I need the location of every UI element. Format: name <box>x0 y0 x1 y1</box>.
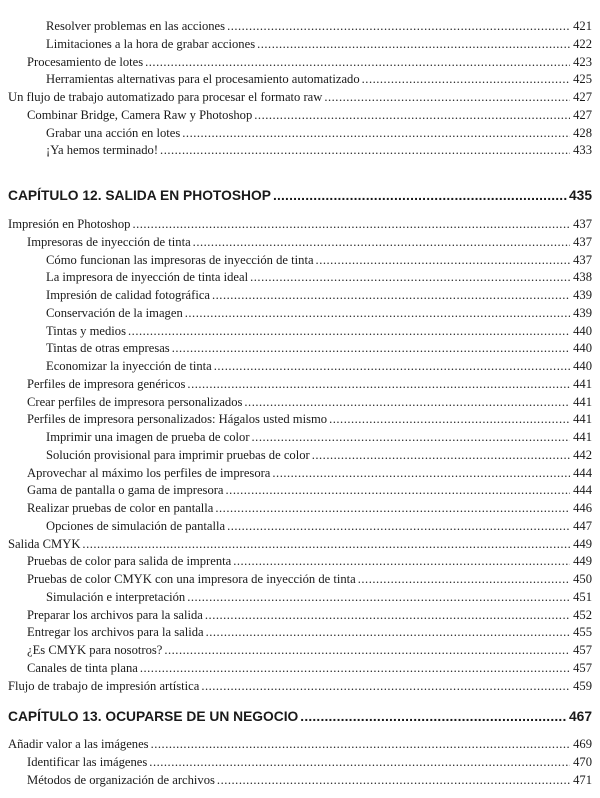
toc-entry-title: Métodos de organización de archivos <box>27 772 215 787</box>
toc-entry-title: Preparar los archivos para la salida <box>27 607 203 622</box>
toc-entry-page-number: 441 <box>573 430 592 444</box>
toc-entry-title: Crear perfiles de impresora personalizados <box>27 394 243 409</box>
toc-entry-title: Cómo funcionan las impresoras de inyección de tinta <box>46 252 314 267</box>
dot-leader <box>257 35 570 53</box>
toc-entry-page-number: 440 <box>573 341 592 356</box>
dot-leader <box>193 233 570 251</box>
toc-entry-conservacion-de-la-imagen[interactable] <box>0 304 600 322</box>
toc-entry-gama-de-pantalla-o-gama-de-impresora[interactable] <box>0 481 600 499</box>
chapter-page-number: 435 <box>568 188 592 203</box>
dot-leader <box>140 659 570 677</box>
toc-entry-title: Salida CMYK <box>8 536 81 551</box>
toc-entry-tintas-y-medios[interactable] <box>0 322 600 340</box>
dot-leader <box>128 322 570 340</box>
toc-entry-title: Flujo de trabajo de impresión artística <box>8 678 200 693</box>
dot-leader <box>324 88 570 106</box>
dot-leader <box>151 735 570 753</box>
toc-entry-page-number: 450 <box>573 572 592 586</box>
toc-entry-title: Imprimir una imagen de prueba de color <box>46 430 250 444</box>
dot-leader <box>272 464 570 482</box>
toc-entry-page-number: 451 <box>573 589 592 604</box>
dot-leader <box>205 606 570 624</box>
toc-entry-page-number: 438 <box>573 270 592 285</box>
toc-entry-realizar-pruebas-de-color-en-pantalla[interactable] <box>0 499 600 517</box>
chapter-13-heading[interactable] <box>0 707 600 727</box>
dot-leader <box>212 286 570 304</box>
chapter-12-heading[interactable] <box>0 186 600 206</box>
toc-entry-title: Impresión de calidad fotográfica <box>46 288 210 302</box>
toc-entry-page-number: 440 <box>573 323 592 338</box>
toc-entry-title: Combinar Bridge, Camera Raw y Photoshop <box>27 107 253 122</box>
toc-entry-procesamiento-de-lotes[interactable] <box>0 53 600 71</box>
toc-entry-combinar-bridge-camera-raw-y-photoshop[interactable] <box>0 106 600 124</box>
chapter-page-number: 467 <box>568 709 592 724</box>
toc-entry-page-number: 446 <box>573 501 592 515</box>
chapter-heading: CAPÍTULO 12. SALIDA EN PHOTOSHOP <box>8 188 271 203</box>
toc-entry-page-number: 423 <box>573 54 592 69</box>
toc-entry-title: Conservación de la imagen <box>46 305 183 320</box>
toc-entry-impresion-de-calidad-fotografica[interactable] <box>0 286 600 304</box>
toc-entry-page-number: 437 <box>573 217 592 231</box>
toc-entry-title: Perfiles de impresora genéricos <box>27 376 186 391</box>
toc-entry-como-funcionan-las-impresoras-de-inyeccion-de-tinta[interactable] <box>0 251 600 269</box>
toc-entry-perfiles-de-impresora-genericos[interactable] <box>0 375 600 393</box>
toc-entry-solucion-provisional-para-imprimir-pruebas-de-color[interactable] <box>0 446 600 464</box>
dot-leader <box>254 106 570 124</box>
dot-leader <box>316 251 570 269</box>
toc-entry-page-number: 441 <box>573 412 592 427</box>
chapter-heading: CAPÍTULO 13. OCUPARSE DE UN NEGOCIO <box>8 709 299 724</box>
toc-entry-entregar-los-archivos-para-la-salida[interactable] <box>0 623 600 641</box>
dot-leader <box>252 428 570 446</box>
toc-entry-page-number: 421 <box>573 19 592 33</box>
toc-entry-un-flujo-de-trabajo-automatizado-para-procesar-el-formato-raw[interactable] <box>0 88 600 106</box>
toc-entry-aprovechar-al-maximo-los-perfiles-de-impresora[interactable] <box>0 464 600 482</box>
dot-leader <box>358 570 570 588</box>
toc-entry-title: Gama de pantalla o gama de impresora <box>27 483 224 498</box>
toc-entry-title: Opciones de simulación de pantalla <box>46 518 226 533</box>
toc-entry-title: Grabar una acción en lotes <box>46 125 181 140</box>
toc-entry-canales-de-tinta-plana[interactable] <box>0 659 600 677</box>
toc-entry-impresion-en-photoshop[interactable] <box>0 215 600 233</box>
toc-entry-page-number: 442 <box>573 447 592 462</box>
toc-entry-identificar-las-imagenes[interactable] <box>0 753 600 771</box>
toc-entry-es-cmyk-para-nosotros[interactable] <box>0 641 600 659</box>
toc-entry-page-number: 433 <box>573 143 592 158</box>
toc-entry-flujo-de-trabajo-de-impresion-artistica[interactable] <box>0 677 600 695</box>
dot-leader <box>217 771 570 789</box>
toc-entry-title: Pruebas de color para salida de imprenta <box>27 554 232 569</box>
toc-entry-page-number: 441 <box>573 376 592 391</box>
dot-leader <box>215 499 570 517</box>
toc-entry-pruebas-de-color-cmyk-con-una-impresora-de-inyeccion-de-tinta[interactable] <box>0 570 600 588</box>
dot-leader <box>300 707 567 727</box>
toc-entry-title: Pruebas de color CMYK con una impresora de inyección de tinta <box>27 572 356 586</box>
toc-entry-page-number: 444 <box>573 465 592 480</box>
toc-entry-title: Tintas y medios <box>46 323 127 338</box>
toc-entry-perfiles-de-impresora-personalizados-hagalos-usted-mismo[interactable] <box>0 410 600 428</box>
toc-entry-title: La impresora de inyección de tinta ideal <box>46 270 249 285</box>
toc-entry-limitaciones-a-la-hora-de-grabar-acciones[interactable] <box>0 35 600 53</box>
toc-entry-title: Resolver problemas en las acciones <box>46 19 226 33</box>
toc-entry-page-number: 427 <box>573 107 592 122</box>
dot-leader <box>187 588 570 606</box>
toc-entry-page-number: 459 <box>573 678 592 693</box>
toc-entry-title: Realizar pruebas de color en pantalla <box>27 501 214 515</box>
dot-leader <box>132 215 570 233</box>
toc-entry-page-number: 437 <box>573 252 592 267</box>
toc-entry-page-number: 440 <box>573 359 592 373</box>
dot-leader <box>164 641 570 659</box>
dot-leader <box>362 70 570 88</box>
dot-leader <box>172 339 570 357</box>
dot-leader <box>227 517 570 535</box>
dot-leader <box>227 17 570 35</box>
toc-entry-page-number: 457 <box>573 660 592 675</box>
toc-entry-preparar-los-archivos-para-la-salida[interactable] <box>0 606 600 624</box>
toc-entry-title: Limitaciones a la hora de grabar acciones <box>46 36 256 51</box>
dot-leader <box>273 186 567 206</box>
toc-entry-tintas-de-otras-empresas[interactable] <box>0 339 600 357</box>
dot-leader <box>201 677 570 695</box>
toc-entry-simulacion-e-interpretacion[interactable] <box>0 588 600 606</box>
toc-entry-title: Identificar las imágenes <box>27 754 148 769</box>
toc-entry-title: Aprovechar al máximo los perfiles de impresora <box>27 465 271 480</box>
toc-entry-metodos-de-organizacion-de-archivos[interactable] <box>0 771 600 789</box>
toc-entry-impresoras-de-inyeccion-de-tinta[interactable] <box>0 233 600 251</box>
dot-leader <box>145 53 570 71</box>
dot-leader <box>160 141 570 159</box>
toc-entry-page-number: 469 <box>573 737 592 751</box>
toc-entry-title: Economizar la inyección de tinta <box>46 359 212 373</box>
dot-leader <box>226 481 570 499</box>
toc-entry-pruebas-de-color-para-salida-de-imprenta[interactable] <box>0 552 600 570</box>
dot-leader <box>187 375 570 393</box>
toc-entry-la-impresora-de-inyeccion-de-tinta-ideal[interactable] <box>0 268 600 286</box>
toc-entry-economizar-la-inyeccion-de-tinta[interactable] <box>0 357 600 375</box>
dot-leader <box>82 535 570 553</box>
toc-entry-page-number: 441 <box>573 394 592 409</box>
toc-entry-page-number: 427 <box>573 90 592 104</box>
toc-entry-salida-cmyk[interactable] <box>0 535 600 553</box>
toc-entry-anadir-valor-a-las-imagenes[interactable] <box>0 735 600 753</box>
toc-entry-resolver-problemas-en-las-acciones[interactable] <box>0 17 600 35</box>
toc-entry-title: Perfiles de impresora personalizados: Hágalos usted mismo <box>27 412 328 427</box>
toc-entry-page-number: 444 <box>573 483 592 498</box>
dot-leader <box>312 446 570 464</box>
toc-entry-title: Impresión en Photoshop <box>8 217 131 231</box>
toc-entry-ya-hemos-terminado[interactable] <box>0 141 600 159</box>
toc-entry-page-number: 471 <box>573 772 592 787</box>
dot-leader <box>185 304 570 322</box>
toc-entry-title: ¡Ya hemos terminado! <box>46 143 159 158</box>
toc-entry-title: Canales de tinta plana <box>27 660 138 675</box>
toc-entry-opciones-de-simulacion-de-pantalla[interactable] <box>0 517 600 535</box>
dot-leader <box>233 552 570 570</box>
toc-entry-crear-perfiles-de-impresora-personalizados[interactable] <box>0 393 600 411</box>
toc-entry-page-number: 437 <box>573 234 592 249</box>
toc-entry-page-number: 422 <box>573 36 592 51</box>
toc-entry-page-number: 452 <box>573 607 592 622</box>
toc-entry-title: Solución provisional para imprimir pruebas de color <box>46 447 310 462</box>
toc-entry-title: ¿Es CMYK para nosotros? <box>27 643 163 657</box>
toc-entry-page-number: 425 <box>573 72 592 87</box>
toc-entry-page-number: 447 <box>573 518 592 533</box>
dot-leader <box>244 393 570 411</box>
toc-entry-title: Procesamiento de lotes <box>27 54 144 69</box>
toc-entry-title: Añadir valor a las imágenes <box>8 737 149 751</box>
dot-leader <box>182 124 570 142</box>
toc-entry-page-number: 439 <box>573 305 592 320</box>
toc-entry-herramientas-alternativas-para-el-procesamiento-automatizado[interactable] <box>0 70 600 88</box>
toc-entry-title: Impresoras de inyección de tinta <box>27 234 191 249</box>
dot-leader <box>329 410 570 428</box>
toc-entry-title: Simulación e interpretación <box>46 589 186 604</box>
toc-entry-page-number: 449 <box>573 554 592 569</box>
toc-entry-page-number: 457 <box>573 643 592 657</box>
dot-leader <box>206 623 570 641</box>
toc-entry-title: Herramientas alternativas para el procesamiento automatizado <box>46 72 360 87</box>
toc-entry-page-number: 439 <box>573 288 592 302</box>
dot-leader <box>149 753 570 771</box>
toc-entry-page-number: 428 <box>573 125 592 140</box>
toc-entry-page-number: 449 <box>573 536 592 551</box>
toc-entry-page-number: 470 <box>573 754 592 769</box>
toc-entry-title: Entregar los archivos para la salida <box>27 625 204 640</box>
dot-leader <box>214 357 570 375</box>
toc-entry-imprimir-una-imagen-de-prueba-de-color[interactable] <box>0 428 600 446</box>
toc-entry-title: Tintas de otras empresas <box>46 341 170 356</box>
toc-entry-page-number: 455 <box>573 625 592 640</box>
dot-leader <box>250 268 570 286</box>
toc-entry-title: Un flujo de trabajo automatizado para procesar el formato raw <box>8 90 323 104</box>
toc-entry-grabar-una-accion-en-lotes[interactable] <box>0 124 600 142</box>
